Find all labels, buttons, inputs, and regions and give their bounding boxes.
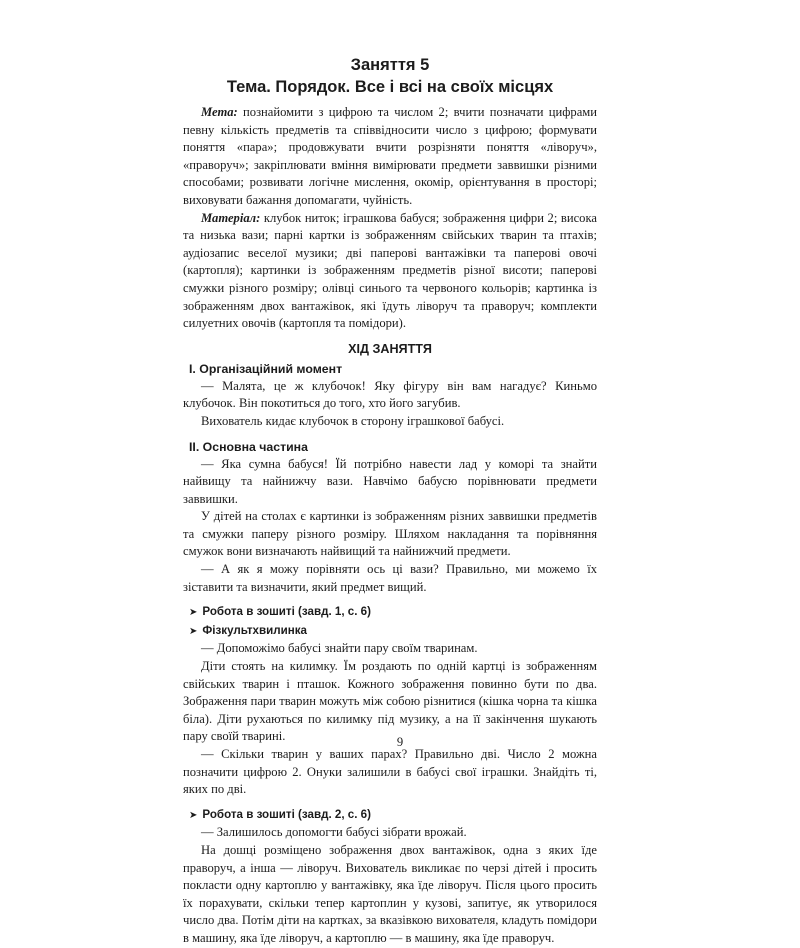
material-text: клубок ниток; іграшкова бабуся; зображення цифри 2; висока та низька вази; парні картки із зображенням свійських тварин та птахів; аудіозапис веселої музики; дві паперові вантажівки та паперові овочі (картопля); картинки із зображенням предметів різної висоти; паперові смужки різного розміру; олівці синього та червоного кольорів; картинка із зображенням двох вантажівок, які їдуть ліворуч та праворуч; комплекти силуетних овочів (картопля та помідори). xyxy=(183,210,597,331)
bullet-workbook-2-label: Робота в зошиті (завд. 2, с. 6) xyxy=(202,807,371,821)
section2-paragraph: — Яка сумна бабуся! Їй потрібно навести лад у коморі та знайти найвищу та найнижчу вази. Навчімо бабусю порівнювати предмети заввишки. xyxy=(183,456,597,506)
arrowhead-icon: ➤ xyxy=(189,607,198,619)
topic-title: Тема. Порядок. Все і всі на своїх місцях xyxy=(226,78,554,96)
goal-label: Мета: xyxy=(201,105,238,119)
course-heading: ХІД ЗАНЯТТЯ xyxy=(348,341,432,356)
arrowhead-icon: ➤ xyxy=(189,809,198,821)
bullet-workbook-1 xyxy=(183,603,597,622)
bullet-workbook-1-label: Робота в зошиті (завд. 1, с. 6) xyxy=(202,605,371,619)
lesson-title: Заняття 5 xyxy=(350,56,430,74)
section2-heading: ІІ. Основна частина xyxy=(189,439,308,454)
page-content xyxy=(183,55,597,948)
arrowhead-icon: ➤ xyxy=(189,625,198,637)
page-number: 9 xyxy=(396,735,404,749)
section2-paragraph: У дітей на столах є картинки із зображенням різних заввишки предметів та смужки паперу різного розміру. Шляхом накладання та порівняння смужок вони визначають найвищий та найнижчий предмети. xyxy=(183,509,597,559)
material-label: Матеріал: xyxy=(201,210,261,225)
workbook2-paragraph: На дошці розміщено зображення двох вантажівок, одна з яких їде праворуч, а інша — ліворуч. Вихователь викликає по черзі дітей і просить покласти одну картоплю у вантажівку, яка їде ліворуч. Після цього просить їх порахувати, скільки тепер картоплин у кузові, запитує, як утворилося число два. Потім діти на картках, за вказівкою вихователя, кладуть помідори в машину, яка їде ліворуч, а картоплю — в машину, яка їде праворуч. xyxy=(183,842,597,945)
bullet-fizkult-label: Фізкультхвилинка xyxy=(202,623,307,637)
fizkult-paragraph: — Допоможімо бабусі знайти пару своїм тваринам. xyxy=(201,641,478,656)
goal-text: познайомити з цифрою та числом 2; вчити позначати цифрами певну кількість предметів та співвідносити число з цифрою; формувати поняття «пара»; продовжувати вчити розрізняти поняття «ліворуч», «праворуч»; закріплювати вміння вимірювати предмети заввишки різними способами; розвивати логічне мислення, окомір, орієнтування в просторі; виховувати бажання допомагати, чуйність. xyxy=(183,105,597,207)
section2-paragraph: — А як я можу порівняти ось ці вази? Правильно, ми можемо їх зіставити та визначити, який предмет вищий. xyxy=(183,562,597,594)
fizkult-paragraph: Діти стоять на килимку. Їм роздають по одній картці із зображенням свійських тварин і пташок. Кожного зображення повинно бути по два. Зображення пари тварин можуть між собою різнитися (кішка чорна та кішка біла). Діти рухаються по килимку під музику, а на її закінчення шукають пару своїй тварині. xyxy=(183,659,597,744)
workbook2-paragraph: — Залишилось допомогти бабусі зібрати врожай. xyxy=(201,825,467,840)
bullet-workbook-2 xyxy=(183,806,597,825)
section1-paragraph: — Малята, це ж клубочок! Яку фігуру він вам нагадує? Киньмо клубочок. Він покотиться до того, хто його загубив. xyxy=(183,378,597,411)
material-paragraph xyxy=(183,210,597,333)
section1-paragraph: Вихователь кидає клубочок в сторону іграшкової бабусі. xyxy=(201,413,505,428)
goal-paragraph xyxy=(183,104,597,210)
fizkult-paragraph: — Скільки тварин у ваших парах? Правильно дві. Число 2 можна позначити цифрою 2. Онуки залишили в бабусі свої іграшки. Знайдіть ті, яких по дві. xyxy=(183,747,597,797)
section1-heading: І. Організаційний момент xyxy=(189,361,343,376)
bullet-fizkult xyxy=(183,622,597,641)
